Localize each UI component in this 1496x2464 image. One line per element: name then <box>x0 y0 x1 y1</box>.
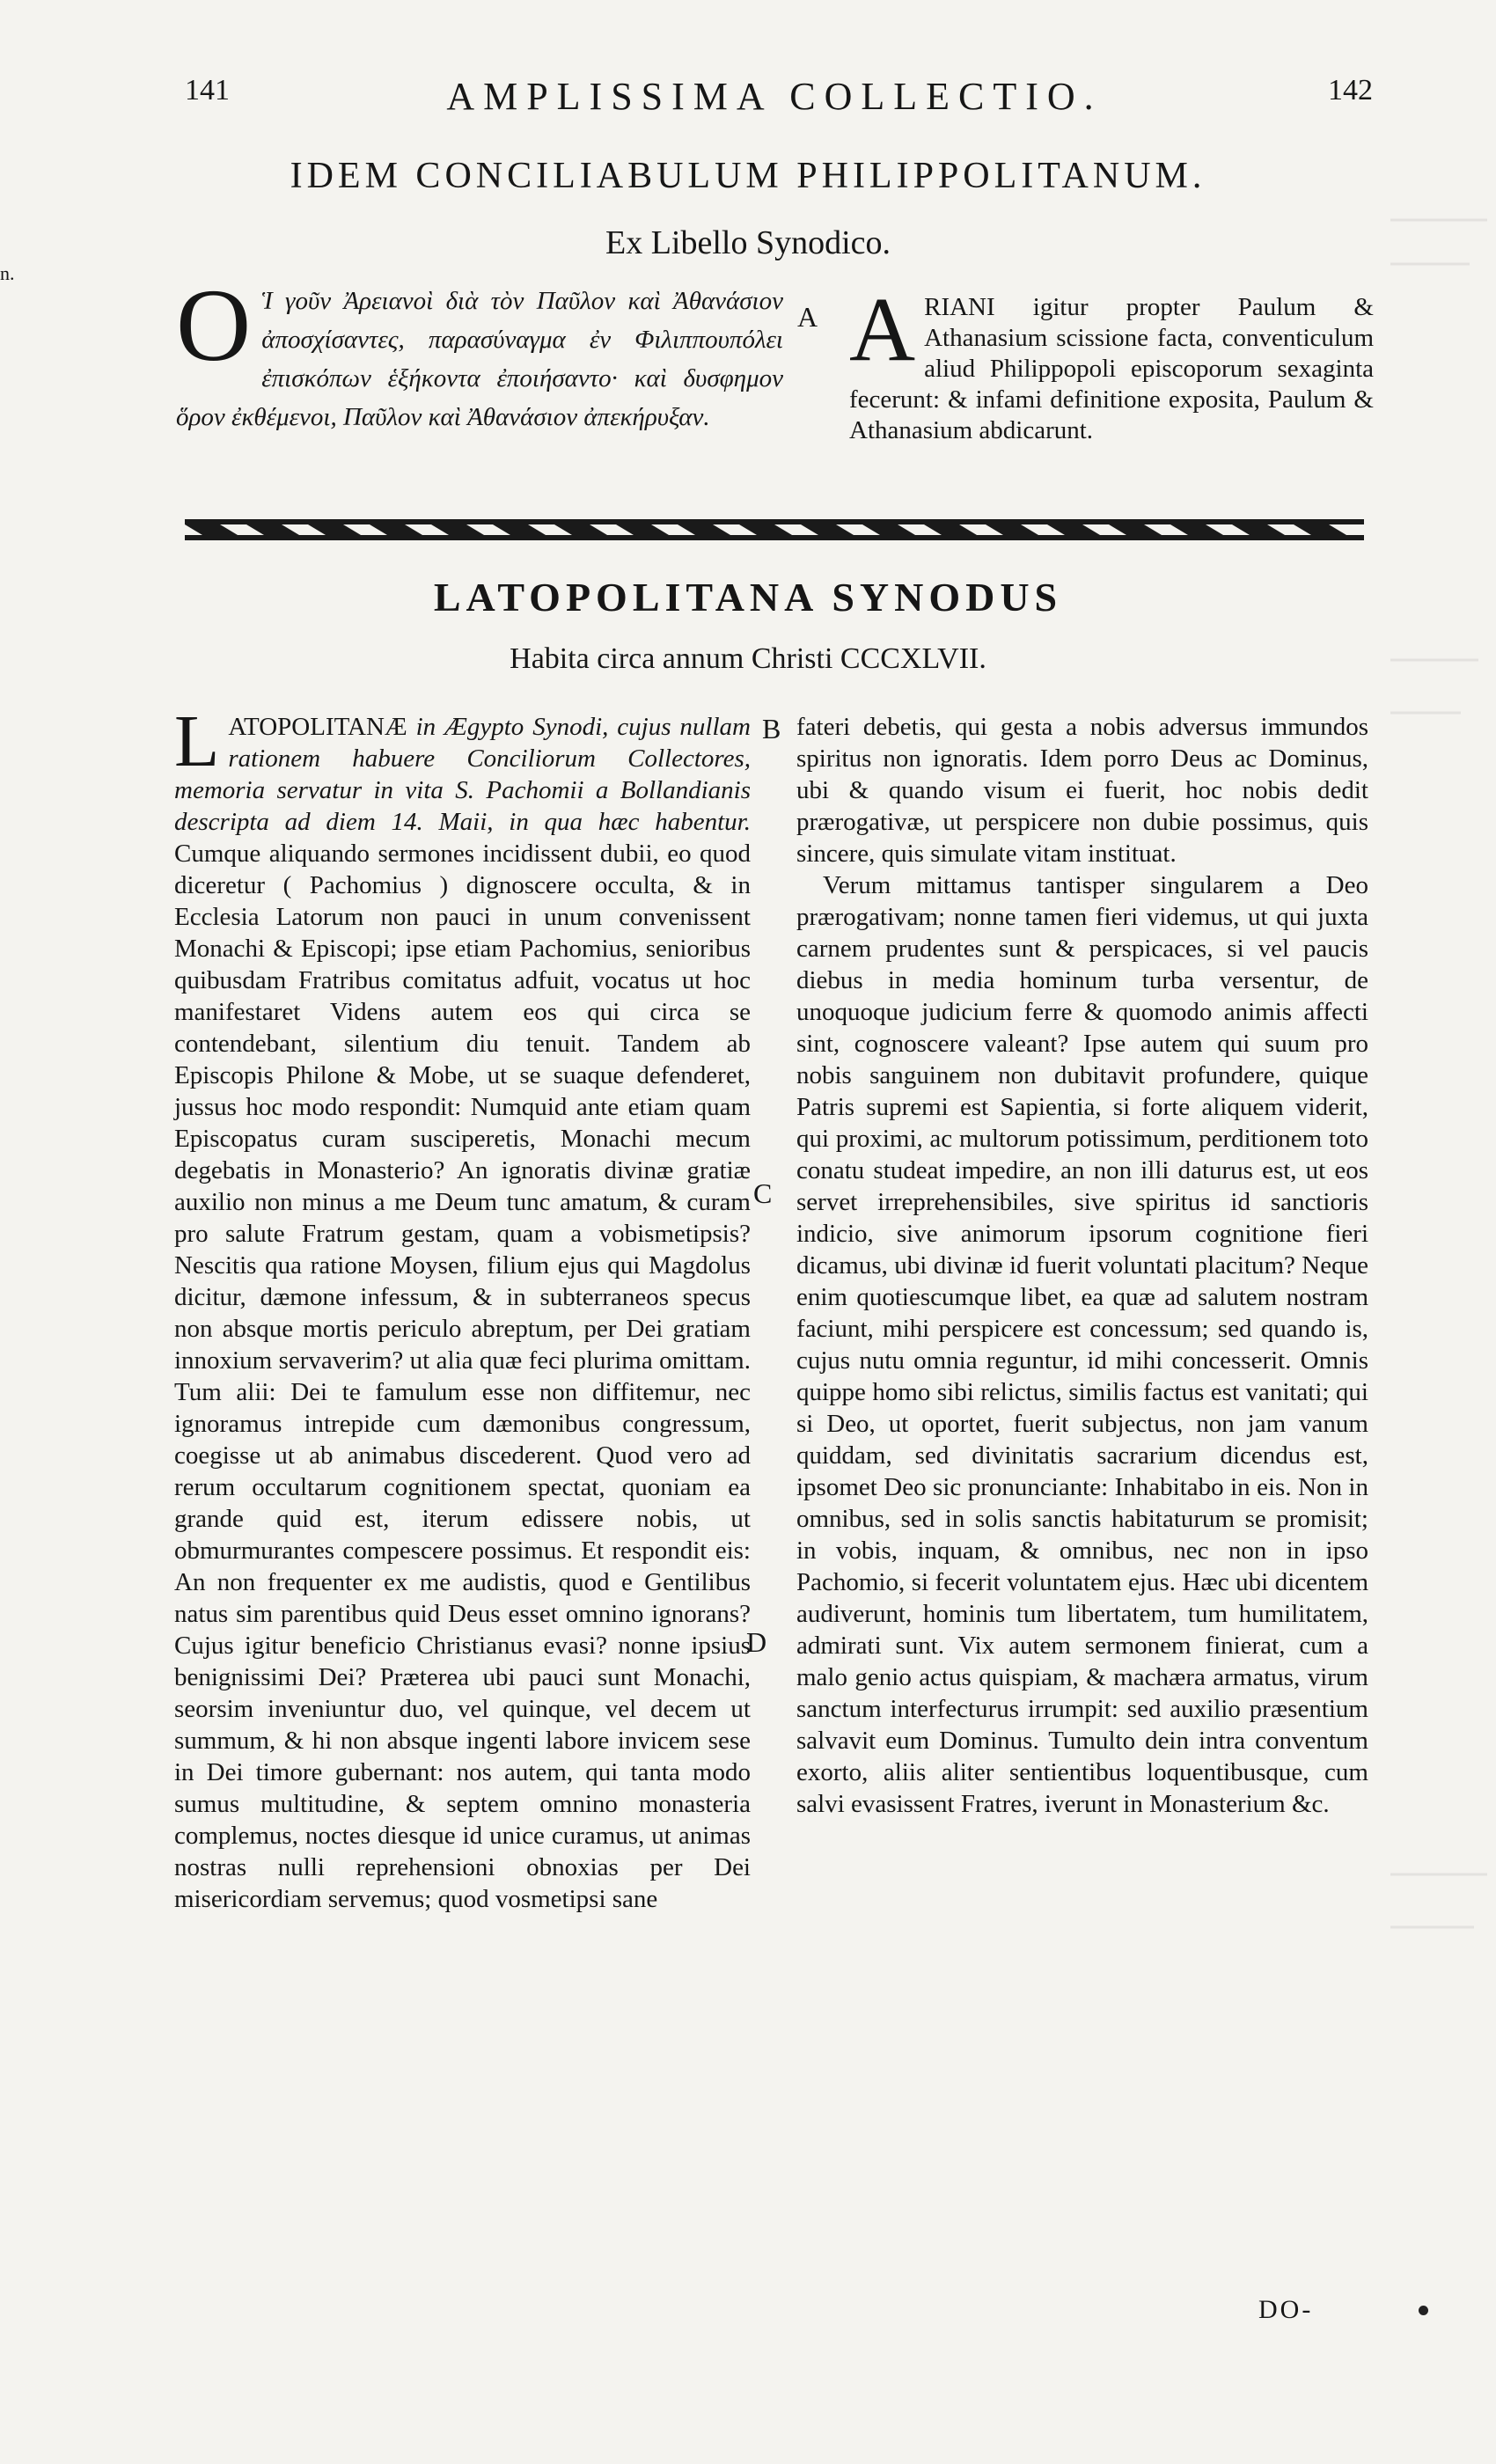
catchword: DO- <box>1258 2295 1314 2324</box>
greek-text-block <box>176 268 783 436</box>
left-column-text <box>174 700 751 1915</box>
margin-marker-c: C <box>753 1177 773 1209</box>
running-title: AMPLISSIMA COLLECTIO. <box>446 75 1103 118</box>
margin-mark: n. <box>0 262 15 284</box>
greek-initial: O <box>176 268 252 383</box>
ink-dot <box>1419 2306 1428 2315</box>
latin-translation-block <box>849 279 1374 446</box>
heading-latopolitana: LATOPOLITANA SYNODUS <box>433 575 1063 620</box>
left-column-body: Cumque aliquando sermones incidissent dubii, eo quod diceretur ( Pachomius ) dignoscere occulta, & in Ecclesia Latorum non pauci in unum convenissent Monachi & Episcopi; ipse etiam Pachomius, senioribus quibusdam Fratribus comitatus adfuit, vocatus ut hoc manifestaret Videns autem eos qui circa se contendebant, silentium diu tenuit. Tandem ab Episcopis Philone & Mobe, ut se suaque defenderet, jussus hoc modo respondit: Numquid ante etiam quam Episcopatus curam susciperetis, Monachi mecum degebatis in Monasterio? An ignoratis divinæ gratiæ auxilio non minus a me Deum tunc amatum, & curam pro salute Fratrum gestam, quam a vobismetipsis? Nescitis qua ratione Moysen, filium ejus qui Magdolus dicitur, dæmone infessum, & in subterraneos specus non absque mortis periculo abreptum, per Dei gratiam innoxium servaverim? ut alia quæ feci plurima omittam. Tum alii: Dei te famulum esse non diffitemur, nec ignoramus intrepide cum dæmonibus congressum, coegisse ut ab animabus discederent. Quod vero ad rerum occultarum cognitionem spectat, quoniam ea grande quid est, iterum edissere nobis, ut obmurmurantes compescere possimus. Et respondit eis: An non frequenter ex me audistis, quod e Gentilibus natus sim parentibus quid Deus esset omnino ignorans? Cujus igitur beneficio Christianus evasi? nonne ipsius benignissimi Dei? Præterea ubi pauci sunt Monachi, seorsim inveniuntur duo, vel quinque, vel decem ut summum, & hi non absque ingenti labore invicem sese in Dei timore gubernant: nos autem, qui tanta modo sumus multitudine, & septem omnino monasteria complemus, noctes diesque id unice curamus, ut animas nostras nulli reprehensioni obnoxias per Dei misericordiam servemus; quod vosmetipsi sane <box>174 840 751 1913</box>
intro-caps: ATOPOLITANÆ <box>228 713 407 741</box>
running-head <box>176 74 1373 127</box>
latopolitana-initial: L <box>174 700 220 782</box>
right-column-paragraph-1: fateri debetis, qui gesta a nobis adversus immundos spiritus non ignoratis. Idem porro Deus ac Dominus, ubi & quando visum ei fuerit, hoc nobis dedit prærogativæ, ut perspicere non dubie possimus, quis sincere, quis simulate vitam instituat. <box>796 713 1368 868</box>
margin-marker-a: A <box>797 301 818 333</box>
intro-italic: in Ægypto Synodi, cujus nullam rationem habuere Conciliorum Collectores, memoria servatur in vita S. Pachomii a Bollandianis descripta ad diem 14. Maii, in qua hæc habentur. <box>174 713 751 836</box>
margin-marker-b: B <box>762 713 781 744</box>
latin-initial: A <box>849 279 916 380</box>
right-column-paragraph-2: Verum mittamus tantisper singularem a Deo prærogativam; nonne tamen fieri videmus, ut qui juxta carnem prudentes sunt & perspicaces, si vel paucis diebus in media hominum turba versentur, de unoquoque judicium ferre & quomodo animis affecti sint, cognoscere valeant? Ipse autem qui suum pro nobis sanguinem non dubitavit profundere, quique Patris supremi est Sapientia, si forte aliquem viderit, qui proximi, ac multorum potissimum, perditionem toto conatu studeat impedire, an non illi daturus est, ut eos servet irreprehensibiles, sive spiritus id sanctioris indicio, sive animorum ipsorum cognitione fieri dicamus, ubi divinæ id fuerit voluntati placitum? Neque enim quotiescumque libet, ea quæ ad salutem nostram faciunt, mihi perspicere est concessum; sed quando is, cujus nutu omnia reguntur, id mihi concesserit. Omnis quippe homo sibi relictus, similis factus est vanitati; qui si Deo, ut oportet, fuerit subjectus, non jam vanum quiddam, sed divinitatis sacrarium dicendus est, ipsomet Deo sic pronunciante: Inhabitabo in eis. Non in omnibus, sed in solis sanctis habitaturum se promisit; in vobis, inquam, & omnibus, nec non in ipso Pachomio, si fecerit voluntatem ejus. Hæc ubi dicentem audiverunt, hominis tum libertatem, tum humilitatem, admirati sunt. Vix autem sermonem finierat, cum a malo genio actus quispiam, & machæra armatus, virum sanctum interfecturus irrumpit: sed auxilio præsentium salvavit eum Dominus. Tumulto dein intra conventum exorto, aliis aliter sentientibus loquentibusque, cum salvi evasissent Fratres, iverunt in Monasterium &c. <box>796 871 1368 1818</box>
show-through-bleed <box>1390 202 1496 2314</box>
page-number-left: 141 <box>185 74 230 106</box>
heading-conciliabulum: IDEM CONCILIABULUM PHILIPPOLITANUM. <box>290 156 1206 196</box>
right-column-text <box>796 711 1368 1820</box>
greek-text: Ἱ γοῦν Ἀρειανοὶ διὰ τὸν Παῦλον καὶ Ἀθανάσιον ἀποσχίσαντες, παρασύναγμα ἐν Φιλιππουπόλει ἐπισκόπων ἑξήκοντα ἐποιήσαντο· καὶ δυσφημον ὅρον ἐκθέμενοι, Παῦλον καὶ Ἀθανάσιον ἀπεκήρυξαν. <box>176 287 783 431</box>
page-number-right: 142 <box>1328 74 1373 106</box>
heading-libello: Ex Libello Synodico. <box>605 224 891 261</box>
ornamental-rule <box>185 512 1364 547</box>
heading-habita: Habita circa annum Christi CCCXLVII. <box>510 642 986 675</box>
margin-marker-d: D <box>746 1626 767 1658</box>
latin-translation-text: RIANI igitur propter Paulum & Athanasium scissione facta, conventiculum aliud Philippopoli episcoporum sexaginta fecerunt: & infami definitione exposita, Paulum & Athanasium abdicarunt. <box>849 293 1374 444</box>
